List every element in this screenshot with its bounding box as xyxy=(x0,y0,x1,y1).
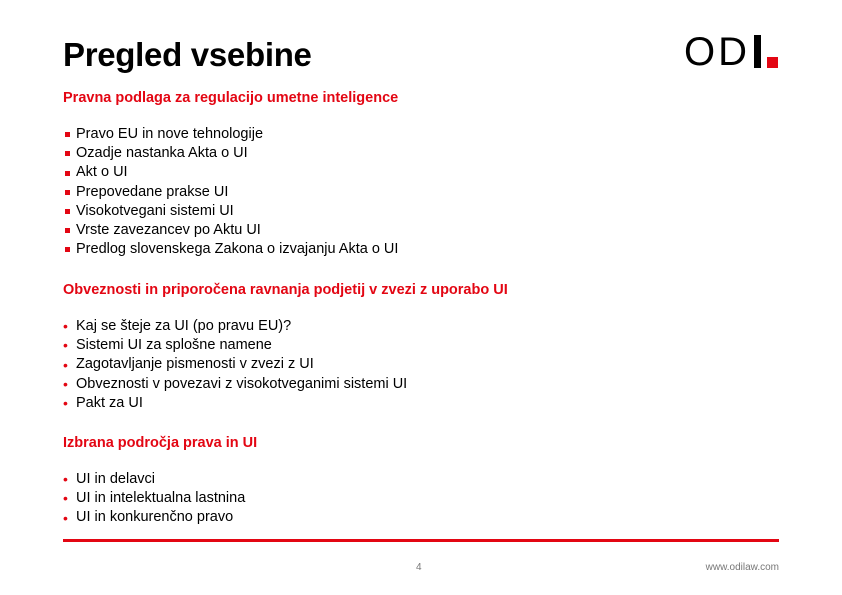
list-item xyxy=(63,355,508,374)
page-number: 4 xyxy=(416,562,422,573)
square-bullet-icon xyxy=(65,171,70,176)
list-item-text: Zagotavljanje pismenosti v zvezi z UI xyxy=(76,356,314,373)
list-item-text: UI in konkurenčno pravo xyxy=(76,509,234,526)
list-item xyxy=(63,470,257,489)
list-item-text: Akt o UI xyxy=(76,164,128,181)
dot-bullet-icon: • xyxy=(63,471,68,488)
footer-divider xyxy=(63,539,779,542)
list-item xyxy=(63,394,508,413)
list-item xyxy=(63,183,398,202)
dot-bullet-icon: • xyxy=(63,394,68,411)
square-bullet-icon xyxy=(65,190,70,195)
section-heading: Obveznosti in priporočena ravnanja podjetij v zvezi z uporabo UI xyxy=(63,282,508,298)
section-legal-basis xyxy=(63,89,398,259)
section-selected-areas xyxy=(63,434,257,528)
list-item xyxy=(63,336,508,355)
list-item-text: Pravo EU in nove tehnologije xyxy=(76,126,264,142)
logo-bar xyxy=(754,35,761,68)
bullet-list xyxy=(63,317,508,413)
square-bullet-icon xyxy=(65,151,70,156)
list-item-text: Obveznosti v povezavi z visokotveganimi sistemi UI xyxy=(76,375,408,392)
dot-bullet-icon: • xyxy=(63,375,68,392)
list-item-text: Ozadje nastanka Akta o UI xyxy=(76,145,248,162)
dot-bullet-icon: • xyxy=(63,337,68,354)
list-item xyxy=(63,240,398,259)
list-item-text: Sistemi UI za splošne namene xyxy=(76,337,272,354)
section-heading: Pravna podlaga za regulacijo umetne inteligence xyxy=(63,90,399,106)
bullet-list xyxy=(63,470,257,528)
list-item xyxy=(63,508,257,527)
square-bullet-icon xyxy=(65,228,70,233)
bullet-list xyxy=(63,125,398,259)
list-item-text: Visokotvegani sistemi UI xyxy=(76,202,234,219)
list-item-text: Pakt za UI xyxy=(76,394,143,411)
list-item-text: UI in intelektualna lastnina xyxy=(76,490,246,507)
odi-logo xyxy=(684,30,778,74)
square-bullet-icon xyxy=(65,132,70,137)
list-item-text: Predlog slovenskega Zakona o izvajanju Akta o UI xyxy=(76,241,399,258)
list-item-text: Kaj se šteje za UI (po pravu EU)? xyxy=(76,318,292,334)
section-company-obligations xyxy=(63,281,508,413)
section-heading: Izbrana področja prava in UI xyxy=(63,435,258,451)
list-item xyxy=(63,317,508,336)
list-item xyxy=(63,163,398,182)
logo-red-square xyxy=(767,57,778,68)
list-item-text: Vrste zavezancev po Aktu UI xyxy=(76,222,261,239)
list-item xyxy=(63,144,398,163)
dot-bullet-icon: • xyxy=(63,318,68,335)
square-bullet-icon xyxy=(65,247,70,252)
dot-bullet-icon: • xyxy=(63,356,68,373)
list-item xyxy=(63,489,257,508)
footer-url: www.odilaw.com xyxy=(705,562,779,573)
dot-bullet-icon: • xyxy=(63,490,68,507)
list-item xyxy=(63,375,508,394)
list-item xyxy=(63,202,398,221)
square-bullet-icon xyxy=(65,209,70,214)
list-item xyxy=(63,125,398,144)
logo-text: OD xyxy=(684,30,750,74)
dot-bullet-icon: • xyxy=(63,509,68,526)
list-item-text: UI in delavci xyxy=(76,471,155,487)
page-title: Pregled vsebine xyxy=(63,36,312,73)
list-item-text: Prepovedane prakse UI xyxy=(76,183,229,200)
list-item xyxy=(63,221,398,240)
